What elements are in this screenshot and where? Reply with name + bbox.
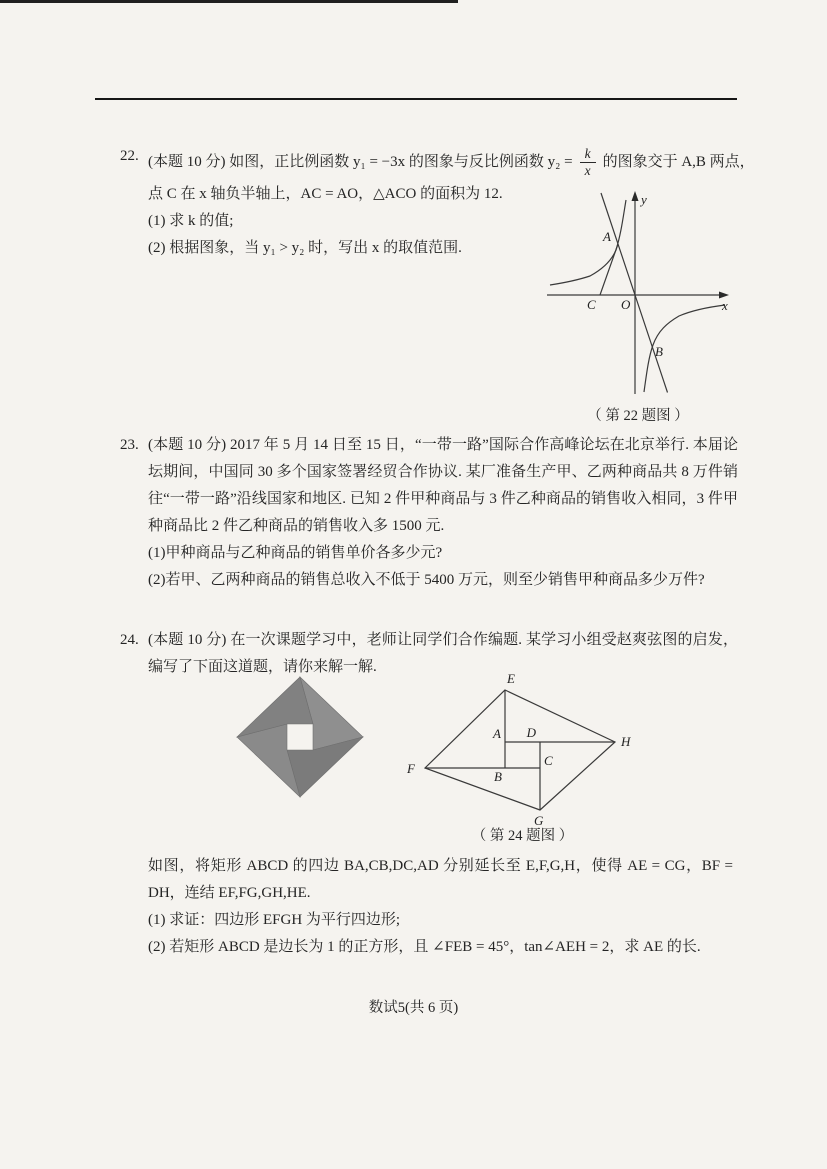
fraction-numerator: k: [580, 146, 596, 163]
line-y1-equals-minus-3x: [601, 193, 668, 393]
page-footer: 数试5(共 6 页): [368, 1000, 459, 1016]
label-point-d24: D: [526, 725, 536, 740]
label-origin: O: [621, 297, 631, 312]
fraction-denominator: x: [584, 162, 591, 178]
label-point-c: C: [587, 297, 596, 312]
top-divider: [95, 98, 737, 100]
problem-22-statement-line-1: [148, 143, 760, 181]
problem-23-row: [120, 432, 738, 594]
hyperbola-branch-quadrant2: [550, 200, 626, 285]
figure-22-caption: （ 第 22 题图 ）: [587, 408, 689, 424]
figure-24-quadrilateral: [403, 663, 643, 831]
label-point-b24: B: [494, 769, 502, 784]
problem-24-question-2: (2) 若矩形 ABCD 是边长为 1 的正方形，且 ∠FEB = 45°，tan∠AEH = 2，求 AE 的长.: [148, 939, 701, 955]
label-point-h: H: [621, 734, 631, 749]
scan-edge-artifact: [0, 0, 458, 3]
label-point-a24: A: [493, 726, 501, 741]
label-point-g: G: [534, 813, 544, 828]
problem-22-question-2: (2) 根据图象，当 y₁ > y₂ 时，写出 x 的取值范围.: [148, 240, 462, 256]
problem-23-number: 23.: [120, 437, 139, 453]
problem-22-statement-pre: (本题 10 分) 如图，正比例函数 y₁ = −3x 的图象与反比例函数 y₂ =: [148, 153, 573, 170]
label-point-b: B: [655, 344, 663, 359]
problem-22-question-1: (1) 求 k 的值;: [148, 213, 234, 229]
problem-23-question-2: (2)若甲、乙两种商品的销售总收入不低于 5400 万元，则至少销售甲种商品多少万件?: [148, 572, 705, 588]
problem-22-statement-post: 的图象交于 A,B 两点，: [602, 153, 755, 170]
fraction-k-over-x: [580, 146, 596, 178]
problem-23-question-1: (1)甲种商品与乙种商品的销售单价各多少元?: [148, 545, 443, 561]
problem-24-intro: (本题 10 分) 在一次课题学习中，老师让同学们合作编题. 某学习小组受赵爽弦图的启发，编写了下面这道题，请你来解一解.: [148, 632, 738, 675]
problem-24-lower-text: [148, 853, 733, 961]
y-axis-arrow-icon: [632, 191, 639, 201]
problem-24-statement: 如图，将矩形 ABCD 的四边 BA,CB,DC,AD 分别延长至 E,F,G,H，使得 AE = CG，BF = DH，连结 EF,FG,GH,HE.: [148, 858, 733, 901]
problem-22-statement-line-2: 点 C 在 x 轴负半轴上，AC = AO，△ACO 的面积为 12.: [148, 186, 503, 202]
problem-23-body: [148, 432, 738, 594]
figure-24-caption: （ 第 24 题图 ）: [471, 828, 574, 844]
figure-22-graph: [543, 188, 733, 400]
problem-23: [120, 432, 738, 594]
problem-23-statement: (本题 10 分) 2017 年 5 月 14 日至 15 日，“一带一路”国际合作高峰论坛在北京举行. 本届论坛期间，中国同 30 多个国家签署经贸合作协议. 某厂准备生产甲、乙两种商品共 8 万件销往“一带一路”沿线国家和地区. 已知 2 件甲种商品与 3 件乙种商品的销售收入相同，3 件甲种商品比 2 件乙种商品的销售收入多 1500 元.: [148, 437, 738, 534]
label-x-axis: x: [722, 298, 728, 313]
problem-22-number: 22.: [120, 148, 139, 164]
quad-efgh: [425, 690, 615, 810]
problem-24-number: 24.: [120, 632, 139, 648]
label-y-axis: y: [641, 192, 647, 207]
label-point-a: A: [603, 229, 611, 244]
problem-24-question-1: (1) 求证：四边形 EFGH 为平行四边形;: [148, 912, 401, 928]
figure-24-pinwheel: [230, 670, 370, 805]
label-point-e: E: [507, 671, 515, 686]
label-point-f: F: [407, 761, 415, 776]
label-point-c24: C: [544, 753, 553, 768]
